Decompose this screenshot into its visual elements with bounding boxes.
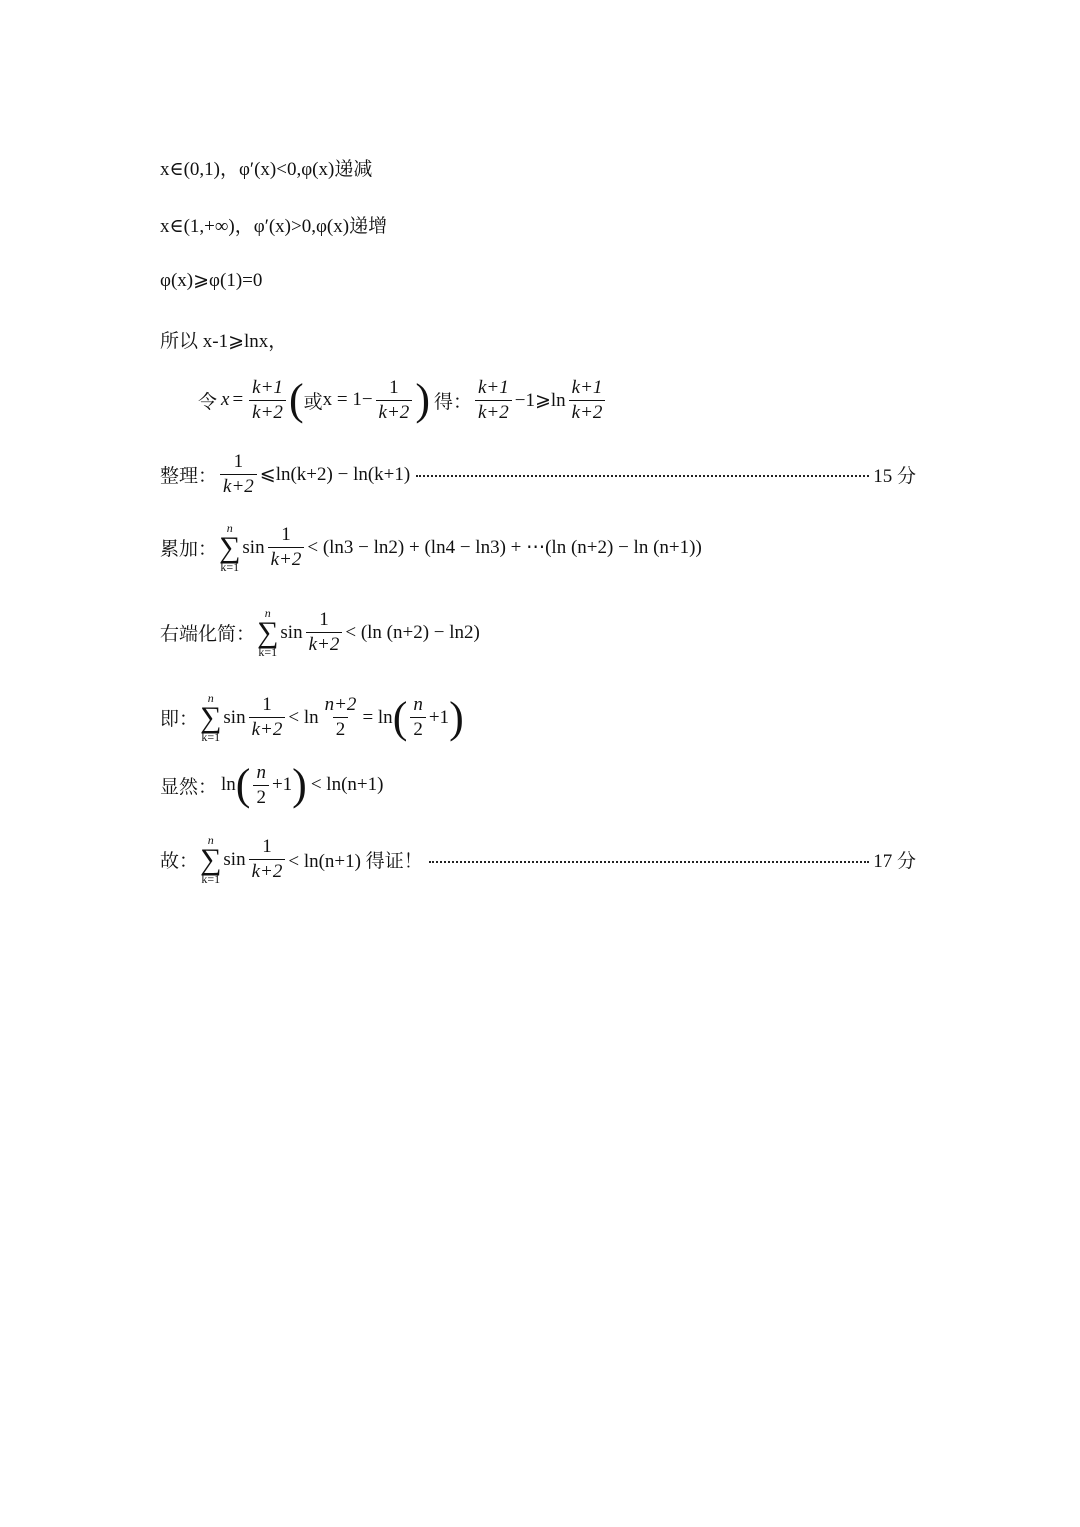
left-paren: ( — [288, 375, 304, 425]
fraction-denominator: 2 — [253, 785, 269, 808]
ln-function: ln — [221, 774, 236, 796]
result-label: 得： — [433, 391, 472, 413]
fraction-denominator: k+2 — [220, 474, 257, 497]
equals-ln: = ln — [362, 706, 393, 728]
simplify-fraction — [306, 610, 343, 655]
fraction-denominator: k+2 — [249, 859, 286, 882]
fraction-numerator: 1 — [233, 451, 244, 472]
result-middle: −1⩾ln — [514, 389, 566, 411]
left-paren: ( — [235, 760, 251, 810]
conclusion-label: 故： — [160, 851, 199, 872]
fraction-denominator: k+2 — [268, 547, 305, 570]
less-than-ln: < ln — [288, 706, 319, 728]
fraction-numerator: n — [256, 762, 266, 783]
fraction-numerator: k+1 — [571, 377, 603, 398]
conclusion-line — [160, 834, 916, 885]
fraction-numerator: 1 — [389, 377, 399, 398]
namely-label: 即： — [160, 709, 199, 730]
arrange-label: 整理： — [160, 465, 218, 487]
fraction-numerator: k+1 — [252, 377, 283, 398]
fraction-denominator: 2 — [333, 717, 349, 740]
sum-upper-limit: n — [226, 521, 233, 535]
result-fraction — [475, 378, 512, 423]
fraction-numerator: 1 — [319, 609, 329, 631]
substitution-line — [198, 375, 916, 425]
simplify-label: 右端化简： — [160, 624, 256, 645]
derivative-decreasing-line — [160, 154, 916, 181]
obvious-line — [160, 760, 916, 810]
derivative-increasing-text: x∈(1,+∞)，φ′(x)>0,φ(x)递增 — [160, 216, 388, 237]
fraction-numerator: k+1 — [477, 377, 509, 398]
namely-log-fraction — [322, 695, 360, 740]
summation-symbol: n ∑ k=1 — [200, 691, 222, 744]
arrange-fraction — [220, 452, 257, 497]
conclusion-fraction — [249, 837, 286, 882]
fraction-denominator: k+2 — [376, 400, 413, 423]
namely-half-fraction — [410, 695, 426, 740]
summation-symbol: n ∑ k=1 — [200, 833, 222, 886]
simplify-line — [160, 607, 916, 658]
sin-function: sin — [280, 621, 303, 643]
derivative-increasing-line — [160, 211, 916, 238]
alternative-expression: x = 1− — [322, 389, 373, 411]
right-paren: ) — [449, 692, 464, 742]
sum-upper-limit: n — [207, 691, 214, 705]
fraction-denominator: k+2 — [249, 400, 286, 423]
fraction-denominator: k+2 — [475, 400, 512, 423]
phi-minimum-text: φ(x)⩾φ(1)=0 — [160, 270, 263, 291]
fraction-numerator: n — [413, 694, 423, 716]
fraction-denominator: k+2 — [249, 717, 286, 740]
result-log-fraction — [569, 378, 606, 423]
obvious-inequality: < ln(n+1) — [310, 774, 384, 796]
namely-fraction — [249, 695, 286, 740]
accumulate-label: 累加： — [160, 539, 218, 560]
sin-function: sin — [223, 848, 246, 870]
score-label: 15 分 — [873, 465, 916, 487]
score-leader-dots — [429, 861, 870, 863]
right-paren: ) — [292, 760, 307, 810]
substitution-fraction — [249, 378, 286, 423]
sum-upper-limit: n — [264, 606, 271, 620]
fraction-numerator: n+2 — [324, 694, 357, 716]
substitution-equals: = — [232, 389, 244, 411]
namely-line — [160, 692, 916, 743]
obvious-fraction — [253, 763, 269, 808]
fraction-numerator: 1 — [262, 694, 272, 716]
derivative-decreasing-text: x∈(0,1)，φ′(x)<0,φ(x)递减 — [160, 159, 373, 180]
sum-lower-limit: k=1 — [258, 645, 278, 659]
arrange-inequality: ⩽ln(k+2) − ln(k+1) — [259, 463, 411, 485]
score-label: 17 分 — [873, 851, 916, 872]
arrange-line — [160, 452, 916, 497]
sum-lower-limit: k=1 — [201, 872, 221, 886]
sin-function: sin — [242, 536, 265, 558]
substitution-variable: x — [221, 389, 230, 411]
fraction-denominator: k+2 — [306, 632, 343, 655]
sum-lower-limit: k=1 — [201, 730, 221, 744]
fraction-denominator: k+2 — [569, 400, 606, 423]
inequality-conclusion-line — [160, 326, 916, 353]
fraction-numerator: 1 — [262, 836, 272, 858]
phi-minimum-line — [160, 269, 916, 292]
substitution-lead: 令 — [198, 391, 218, 413]
plus-one: +1 — [271, 774, 293, 796]
fraction-denominator: 2 — [410, 717, 426, 740]
accumulate-inequality: < (ln3 − ln2) + (ln4 − ln3) + ⋯(ln (n+2) − ln (n+1)) — [307, 537, 702, 558]
obvious-label: 显然： — [160, 776, 218, 798]
accumulate-line — [160, 522, 916, 573]
sum-upper-limit: n — [207, 833, 214, 847]
fraction-numerator: 1 — [281, 524, 291, 546]
accumulate-fraction — [268, 525, 305, 570]
score-leader-dots — [416, 475, 869, 477]
or-text: 或 — [303, 391, 323, 413]
sum-lower-limit: k=1 — [220, 560, 240, 574]
conclusion-inequality: < ln(n+1) 得证！ — [288, 851, 423, 872]
simplify-inequality: < (ln (n+2) − ln2) — [345, 621, 480, 643]
summation-symbol: n ∑ k=1 — [257, 606, 279, 659]
summation-symbol: n ∑ k=1 — [219, 521, 241, 574]
inequality-conclusion-text: 所以 x-1⩾lnx， — [160, 331, 288, 352]
plus-one: +1 — [428, 706, 450, 728]
alternative-fraction — [376, 378, 413, 423]
sin-function: sin — [223, 706, 246, 728]
left-paren: ( — [392, 692, 408, 742]
right-paren: ) — [415, 375, 430, 425]
